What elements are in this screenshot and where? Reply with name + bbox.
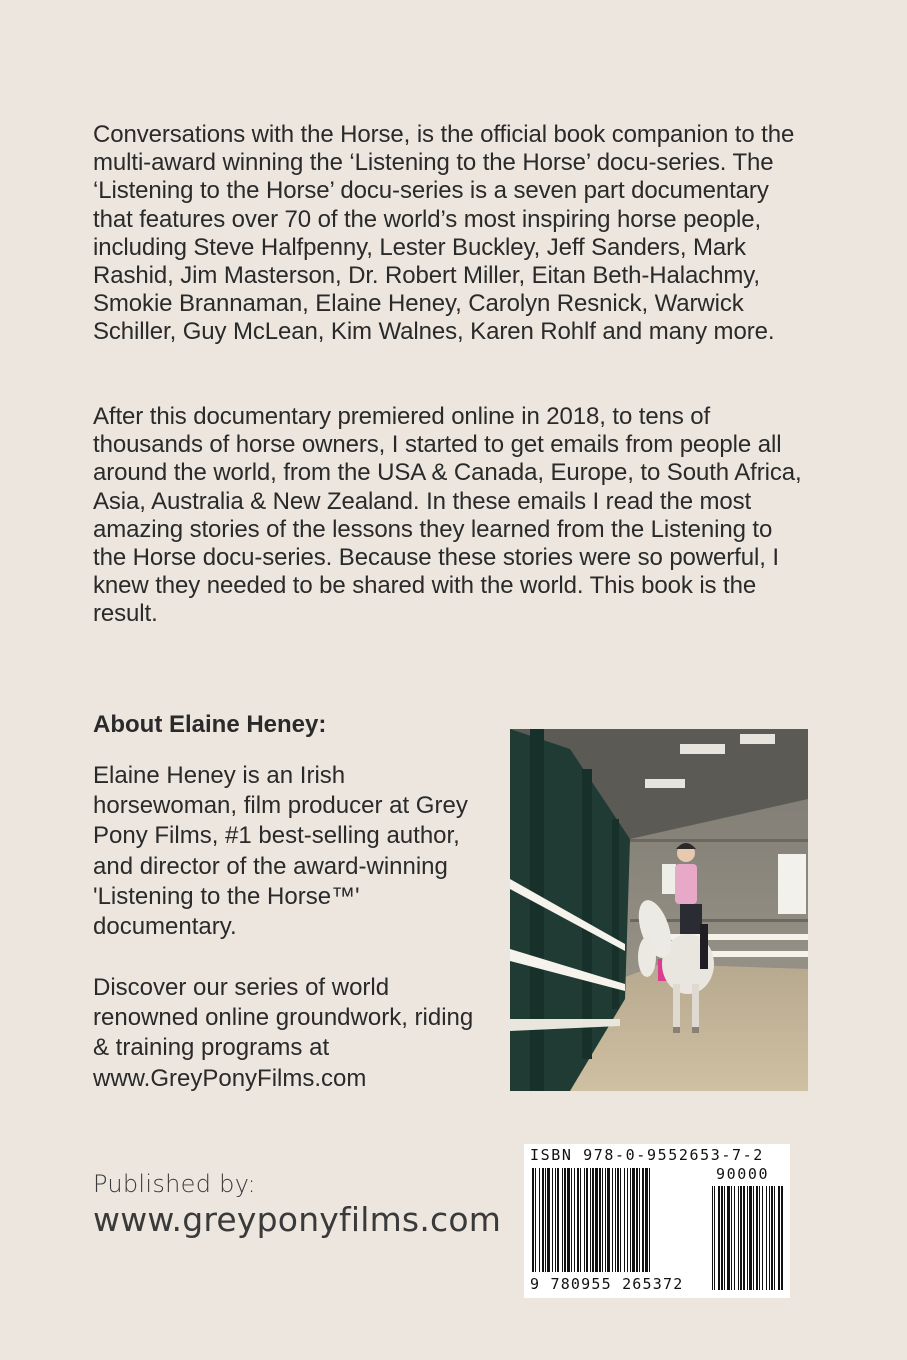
addon-bar: [738, 1186, 739, 1290]
barcode-bar: [552, 1168, 553, 1272]
addon-bar: [753, 1186, 754, 1290]
barcode-bar: [542, 1168, 544, 1272]
barcode-bar: [590, 1168, 591, 1272]
addon-bar: [756, 1186, 758, 1290]
addon-bar: [743, 1186, 745, 1290]
addon-bar: [714, 1186, 715, 1290]
barcode-bar: [571, 1168, 572, 1272]
barcode-bar: [539, 1168, 540, 1272]
barcode-bar: [532, 1168, 534, 1272]
barcode-bar: [574, 1168, 575, 1272]
addon-bar: [740, 1186, 742, 1290]
barcode-bar: [577, 1168, 579, 1272]
barcode-bar: [636, 1168, 638, 1272]
barcode-bar: [557, 1168, 559, 1272]
addon-bar: [718, 1186, 720, 1290]
price-code: 90000: [716, 1165, 770, 1183]
addon-bar: [747, 1186, 748, 1290]
barcode-bar: [602, 1168, 603, 1272]
barcode-bar: [649, 1168, 650, 1272]
addon-bar: [749, 1186, 752, 1290]
barcode-bar: [607, 1168, 610, 1272]
addon-bar: [731, 1186, 732, 1290]
barcode-bar: [612, 1168, 613, 1272]
barcode-bar: [562, 1168, 563, 1272]
description-paragraph-2: After this documentary premiered online in 2018, to tens of thousands of horse owners, I started to get emails from people all around the world, from the USA & Canada, Europe, to South Africa, Asia, Australia & New Zealand. In these emails I read the most amazing stories of the lessons they learned from the Listening to the Horse docu-series. Because these stories were so powerful, I knew they needed to be shared with the world. This book is the result.: [93, 403, 802, 628]
addon-bar: [778, 1186, 780, 1290]
discover-programs-text: Discover our series of world renowned online groundwork, riding & training programs at www.GreyPonyFilms.com: [93, 974, 474, 1092]
barcode-bar: [620, 1168, 621, 1272]
barcode-bar: [592, 1168, 594, 1272]
barcode-bar: [580, 1168, 581, 1272]
barcode-bar: [615, 1168, 616, 1272]
barcode-bar: [535, 1168, 536, 1272]
barcode-bar: [645, 1168, 648, 1272]
ean-number: 9 780955 265372: [530, 1275, 684, 1293]
barcode-bar: [627, 1168, 628, 1272]
published-by-label: Published by:: [93, 1170, 256, 1198]
barcode-bar: [605, 1168, 606, 1272]
barcode-bar: [584, 1168, 585, 1272]
addon-bar: [781, 1186, 783, 1290]
barcode-bar: [599, 1168, 601, 1272]
barcode-bar: [595, 1168, 598, 1272]
addon-bar: [766, 1186, 767, 1290]
about-author-heading: About Elaine Heney:: [93, 711, 327, 738]
addon-bar: [769, 1186, 770, 1290]
barcode-bar: [642, 1168, 644, 1272]
barcode-bar: [545, 1168, 546, 1272]
isbn-barcode: [524, 1144, 790, 1298]
addon-bar: [727, 1186, 730, 1290]
addon-bar: [712, 1186, 713, 1290]
barcode-bar: [624, 1168, 625, 1272]
barcode-bar: [617, 1168, 619, 1272]
isbn-number: ISBN 978-0-9552653-7-2: [530, 1146, 764, 1164]
addon-bar: [774, 1186, 775, 1290]
barcode-bar: [632, 1168, 635, 1272]
barcode-bar: [567, 1168, 570, 1272]
addon-bar: [721, 1186, 723, 1290]
barcode-bar: [564, 1168, 566, 1272]
barcode-bar: [630, 1168, 631, 1272]
author-bio: Elaine Heney is an Irish horsewoman, film producer at Grey Pony Films, #1 best-selling author, and director of the award-winning 'Listening to the Horse™' documentary.: [93, 762, 468, 941]
addon-bar: [734, 1186, 735, 1290]
addon-bar: [771, 1186, 773, 1290]
barcode-bar: [547, 1168, 550, 1272]
author-riding-photo: [510, 729, 808, 1091]
addon-bar: [724, 1186, 725, 1290]
description-paragraph-1: Conversations with the Horse, is the official book companion to the multi-award winning the ‘Listening to the Horse’ docu-series. The ‘Listening to the Horse’ docu-series is a seven part documentary that features over 70 of the world’s most inspiring horse people, including Steve Halfpenny, Lester Buckley, Jeff Sanders, Mark Rashid, Jim Masterson, Dr. Robert Miller, Eitan Beth-Halachmy, Smokie Brannaman, Elaine Heney, Carolyn Resnick, Warwick Schiller, Guy McLean, Kim Walnes, Karen Rohlf and many more.: [93, 121, 795, 346]
barcode-bar: [639, 1168, 640, 1272]
publisher-url[interactable]: www.greyponyfilms.com: [93, 1200, 502, 1239]
barcode-bar: [555, 1168, 556, 1272]
addon-bar: [759, 1186, 760, 1290]
addon-bar: [762, 1186, 763, 1290]
barcode-bar: [586, 1168, 588, 1272]
indoor-arena-horse-rider-image: [510, 729, 808, 1091]
